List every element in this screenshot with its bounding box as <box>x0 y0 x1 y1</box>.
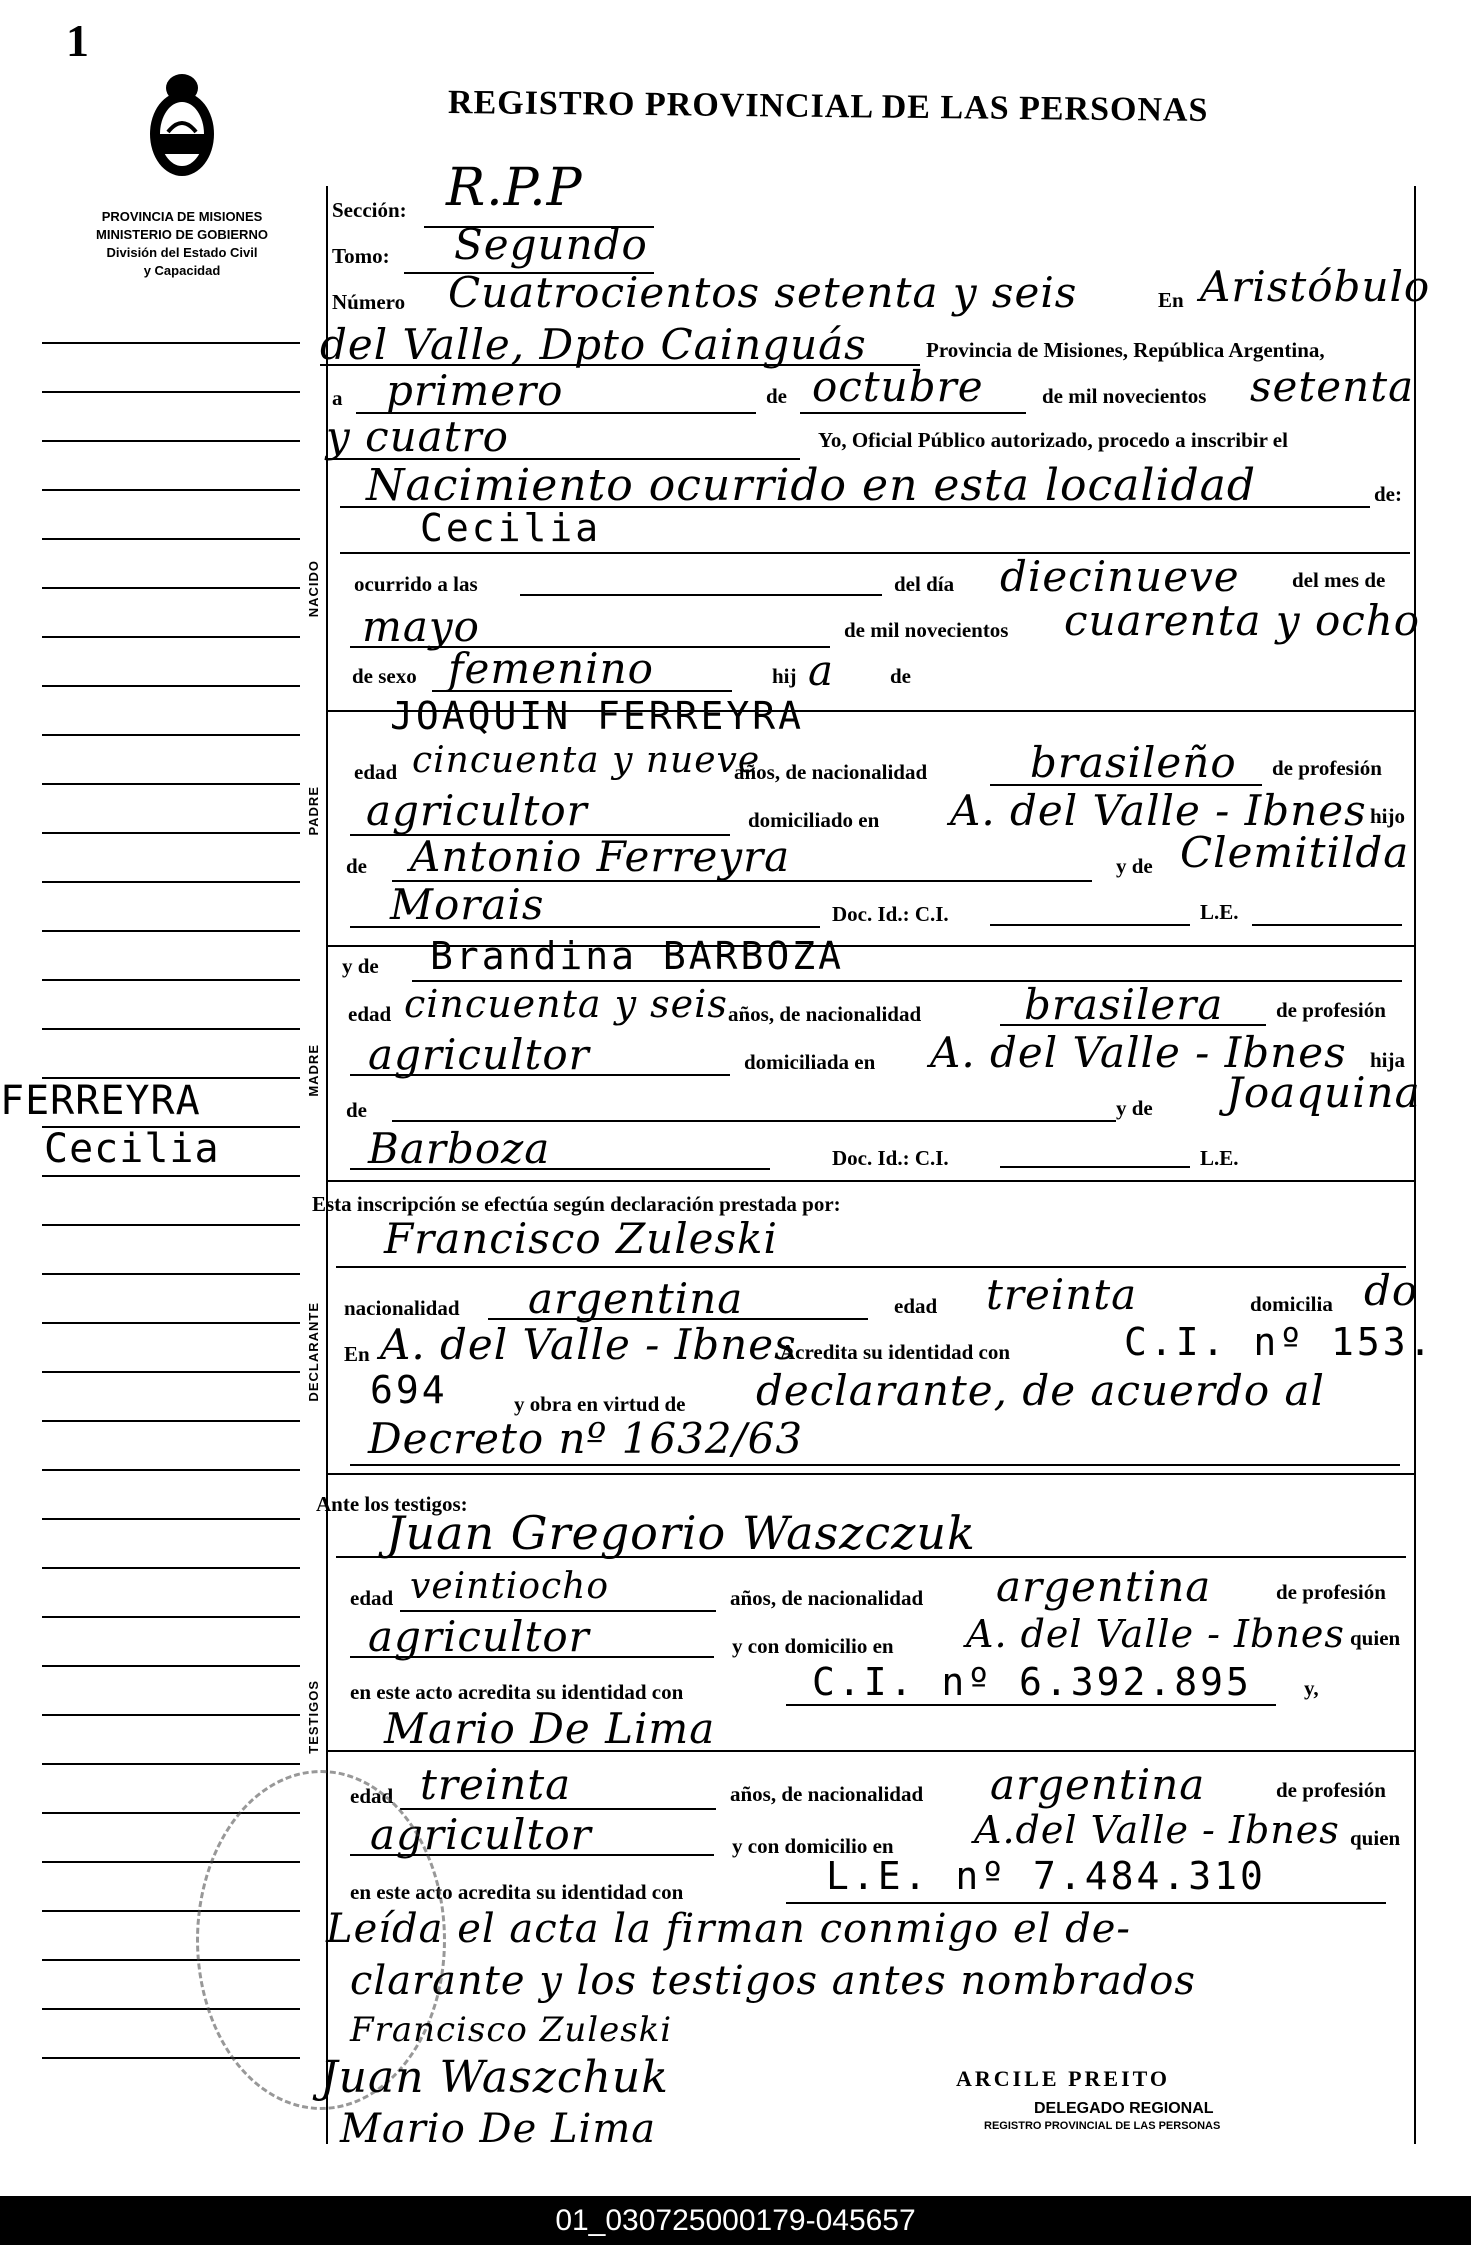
issuer-capacity: y Capacidad <box>143 263 221 278</box>
value-madre: Brandina BARBOZA <box>430 934 845 978</box>
value-testigo1: Juan Gregorio Waszczuk <box>386 1506 976 1560</box>
label-provincia: Provincia de Misiones, República Argentina, <box>926 338 1325 362</box>
label-ante: Ante los testigos: <box>316 1492 468 1516</box>
signature-testigo2: Mario De Lima <box>340 2106 657 2152</box>
value-anio1: setenta <box>1250 362 1415 411</box>
section-testigos: TESTIGOS <box>306 1680 321 1754</box>
label-de: de <box>890 664 911 688</box>
label-quien: quien <box>1350 1626 1401 1650</box>
signature-testigo1: Juan Waszchuk <box>320 2052 669 2103</box>
margin-ruled-line <box>42 930 300 932</box>
label-del-dia: del día <box>894 572 955 596</box>
section-declarante: DECLARANTE <box>306 1302 321 1402</box>
underline <box>350 926 820 928</box>
value-decl-ci: C.I. nº 153. <box>1124 1320 1435 1364</box>
value-padre-edad: cincuenta y nueve <box>412 740 761 781</box>
value-nombre: Cecilia <box>420 506 602 550</box>
label-de: de <box>346 854 367 878</box>
label-hij: hij <box>772 664 797 688</box>
value-padre-dom: A. del Valle - Ibnes <box>950 786 1367 835</box>
label-de: de <box>346 1098 367 1122</box>
underline <box>350 1656 714 1658</box>
coat-of-arms-icon <box>140 62 224 182</box>
value-t2-dom: A.del Valle - Ibnes <box>974 1808 1340 1852</box>
margin-ruled-line <box>42 391 300 393</box>
value-en: Aristóbulo <box>1200 262 1431 311</box>
label-de-profesion: de profesión <box>1276 1580 1386 1604</box>
value-testigo2: Mario De Lima <box>384 1704 716 1753</box>
value-mes-nac: mayo <box>362 602 480 651</box>
page-title: REGISTRO PROVINCIAL DE LAS PERSONAS <box>447 84 1209 129</box>
value-anio2: y cuatro <box>326 412 509 461</box>
label-hija: hija <box>1370 1048 1406 1072</box>
underline <box>392 1120 1116 1122</box>
value-abuela-m: Joaquina <box>1226 1068 1421 1117</box>
document-code: 01_030725000179-045657 <box>0 2196 1471 2245</box>
label-yo-oficial: Yo, Oficial Público autorizado, procedo a inscribir el <box>818 428 1288 452</box>
underline <box>336 1556 1406 1558</box>
label-domicilia: domicilia <box>1250 1292 1333 1316</box>
margin-ruled-line <box>42 1763 300 1765</box>
value-mes: octubre <box>812 362 984 411</box>
underline <box>350 1464 1400 1466</box>
value-t1-prof: agricultor <box>368 1612 590 1661</box>
label-edad: edad <box>348 1002 392 1026</box>
value-madre-prof: agricultor <box>368 1030 590 1079</box>
value-decl-ci2: 694 <box>370 1368 448 1412</box>
label-seccion: Sección: <box>332 198 407 222</box>
margin-ruled-line <box>42 1469 300 1471</box>
underline <box>786 1902 1386 1904</box>
margin-ruled-line <box>42 734 300 736</box>
label-con-domicilio: y con domicilio en <box>732 1834 894 1858</box>
value-cierre2: clarante y los testigos antes nombrados <box>350 1958 1196 2004</box>
label-en-este-acto: en este acto acredita su identidad con <box>350 1880 684 1904</box>
margin-ruled-line <box>42 342 300 344</box>
margin-ruled-line <box>42 440 300 442</box>
value-acto: Nacimiento ocurrido en esta localidad <box>366 460 1257 511</box>
page-number: 1 <box>66 15 89 66</box>
margin-ruled-line <box>42 1714 300 1716</box>
value-abuela-p2: Morais <box>390 880 545 929</box>
label-en-este-acto: en este acto acredita su identidad con <box>350 1680 684 1704</box>
label-del-mes: del mes de <box>1292 568 1386 592</box>
margin-ruled-line <box>42 979 300 981</box>
value-madre-nac: brasilera <box>1024 980 1224 1029</box>
label-domiciliado: domiciliado en <box>748 808 880 832</box>
value-madre-edad: cincuenta y seis <box>404 982 728 1026</box>
value-abuela-p: Clemitilda <box>1180 828 1410 877</box>
label-inscripcion: Esta inscripción se efectúa según declaración prestada por: <box>312 1192 841 1216</box>
label-le: L.E. <box>1200 1146 1239 1170</box>
label-hijo: hijo <box>1370 804 1406 828</box>
label-en: En <box>344 1342 370 1366</box>
label-de-profesion: de profesión <box>1272 756 1382 780</box>
delegate-role: DELEGADO REGIONAL <box>1034 2100 1214 2117</box>
label-quien: quien <box>1350 1826 1401 1850</box>
underline <box>800 412 1026 414</box>
underline <box>350 1074 730 1076</box>
issuer-block <box>54 208 310 280</box>
label-doc-id: Doc. Id.: C.I. <box>832 902 949 926</box>
label-edad: edad <box>354 760 398 784</box>
label-y: y, <box>1304 1676 1319 1700</box>
underline <box>1000 1166 1190 1168</box>
label-anos-nac: años, de nacionalidad <box>730 1782 924 1806</box>
margin-ruled-line <box>42 538 300 540</box>
margin-ruled-line <box>42 881 300 883</box>
underline <box>432 690 732 692</box>
value-t2-nac: argentina <box>990 1760 1206 1809</box>
value-sexo: femenino <box>448 644 654 693</box>
value-t1-ci: C.I. nº 6.392.895 <box>812 1660 1252 1704</box>
label-domiciliada: domiciliada en <box>744 1050 876 1074</box>
issuer-division: División del Estado Civil <box>106 245 258 260</box>
underline <box>350 1168 770 1170</box>
underline <box>336 1266 1406 1268</box>
value-t2-prof: agricultor <box>370 1810 592 1859</box>
margin-ruled-line <box>42 832 300 834</box>
label-de-mil-novecientos: de mil novecientos <box>1042 384 1207 408</box>
label-y-de: y de <box>1116 854 1153 878</box>
signature-declarante: Francisco Zuleski <box>350 2010 673 2050</box>
value-hij: a <box>808 646 835 695</box>
label-de-profesion: de profesión <box>1276 998 1386 1022</box>
label-numero: Número <box>332 290 406 314</box>
margin-ruled-line <box>42 1371 300 1373</box>
label-de: de <box>766 384 787 408</box>
label-de-sexo: de sexo <box>352 664 417 688</box>
value-seccion: R.P.P <box>446 158 583 218</box>
issuer-ministry: MINISTERIO DE GOBIERNO <box>96 227 268 242</box>
value-decl-edad: treinta <box>986 1270 1138 1319</box>
label-a: a <box>332 386 343 410</box>
section-divider <box>326 1180 1416 1182</box>
label-y-de: y de <box>342 954 379 978</box>
margin-ruled-line <box>42 489 300 491</box>
value-t1-edad: veintiocho <box>410 1566 610 1607</box>
label-le: L.E. <box>1200 900 1239 924</box>
label-de-mil-nov: de mil novecientos <box>844 618 1009 642</box>
value-padre-nac: brasileño <box>1030 738 1237 787</box>
value-t2-edad: treinta <box>420 1760 572 1809</box>
value-decl-virtud: declarante, de acuerdo al <box>756 1366 1325 1415</box>
label-acredita: Acredita su identidad con <box>780 1340 1011 1364</box>
value-padre: JOAQUIN FERREYRA <box>390 694 805 738</box>
label-y-de: y de <box>1116 1096 1153 1120</box>
margin-ruled-line <box>42 1518 300 1520</box>
value-anio-nac: cuarenta y ocho <box>1064 596 1421 645</box>
label-edad: edad <box>894 1294 938 1318</box>
value-t1-dom: A. del Valle - Ibnes <box>966 1612 1345 1656</box>
section-padre: PADRE <box>306 786 321 836</box>
margin-ruled-line <box>42 1028 300 1030</box>
margin-ruled-line <box>42 783 300 785</box>
margin-ruled-line <box>42 1175 300 1177</box>
margin-surname: FERREYRA <box>0 1078 201 1124</box>
value-decl-dom: A. del Valle - Ibnes <box>380 1320 797 1369</box>
value-abuelo-p: Antonio Ferreyra <box>410 832 791 881</box>
value-numero: Cuatrocientos setenta y seis <box>448 268 1078 317</box>
issuer-province: PROVINCIA DE MISIONES <box>101 209 263 224</box>
label-edad: edad <box>350 1586 394 1610</box>
value-dia-nac: diecinueve <box>1000 552 1240 601</box>
margin-given-name: Cecilia <box>44 1126 220 1172</box>
margin-ruled-line <box>42 636 300 638</box>
underline <box>1000 1024 1266 1026</box>
value-decl-dom-do: do <box>1364 1266 1419 1315</box>
underline <box>990 924 1190 926</box>
margin-ruled-line <box>42 1567 300 1569</box>
value-decl-nac: argentina <box>528 1274 744 1323</box>
margin-ruled-line <box>42 1420 300 1422</box>
label-anos-nac: años, de nacionalidad <box>734 760 928 784</box>
value-padre-prof: agricultor <box>366 786 588 835</box>
label-de-colon: de: <box>1374 482 1402 506</box>
delegate-signature: ARCILE PREITO <box>956 2066 1171 2091</box>
underline <box>340 552 1410 554</box>
section-nacido: NACIDO <box>306 560 321 618</box>
value-abuela-m2: Barboza <box>368 1124 551 1173</box>
underline <box>786 1704 1276 1706</box>
margin-ruled-line <box>42 1273 300 1275</box>
margin-ruled-line <box>42 685 300 687</box>
label-obra: y obra en virtud de <box>514 1392 686 1416</box>
margin-ruled-line <box>42 587 300 589</box>
label-anos-nac: años, de nacionalidad <box>730 1586 924 1610</box>
value-cierre1: Leída el acta la firman conmigo el de- <box>326 1906 1131 1952</box>
label-doc-id: Doc. Id.: C.I. <box>832 1146 949 1170</box>
value-madre-dom: A. del Valle - Ibnes <box>930 1028 1347 1077</box>
delegate-organization: REGISTRO PROVINCIAL DE LAS PERSONAS <box>984 2120 1221 2132</box>
value-t1-nac: argentina <box>996 1562 1212 1611</box>
underline <box>350 1750 1410 1752</box>
label-anos-nac: años, de nacionalidad <box>728 1002 922 1026</box>
section-madre: MADRE <box>306 1044 321 1097</box>
value-t2-le: L.E. nº 7.484.310 <box>826 1854 1266 1898</box>
margin-ruled-line <box>42 1224 300 1226</box>
label-nacionalidad: nacionalidad <box>344 1296 460 1320</box>
value-decreto: Decreto nº 1632/63 <box>368 1414 804 1463</box>
margin-ruled-line <box>42 1616 300 1618</box>
section-divider <box>326 1473 1416 1475</box>
margin-ruled-line <box>42 1322 300 1324</box>
value-declarante: Francisco Zuleski <box>384 1214 778 1263</box>
underline <box>1252 924 1402 926</box>
label-ocurrido: ocurrido a las <box>354 572 478 596</box>
label-tomo: Tomo: <box>332 244 390 268</box>
value-tomo: Segundo <box>454 220 648 269</box>
margin-ruled-line <box>42 1665 300 1667</box>
label-edad: edad <box>350 1784 394 1808</box>
value-dia: primero <box>386 366 564 415</box>
underline <box>520 594 882 596</box>
value-localidad: del Valle, Dpto Cainguás <box>320 320 867 369</box>
label-con-domicilio: y con domicilio en <box>732 1634 894 1658</box>
label-en: En <box>1158 288 1184 312</box>
label-de-profesion: de profesión <box>1276 1778 1386 1802</box>
